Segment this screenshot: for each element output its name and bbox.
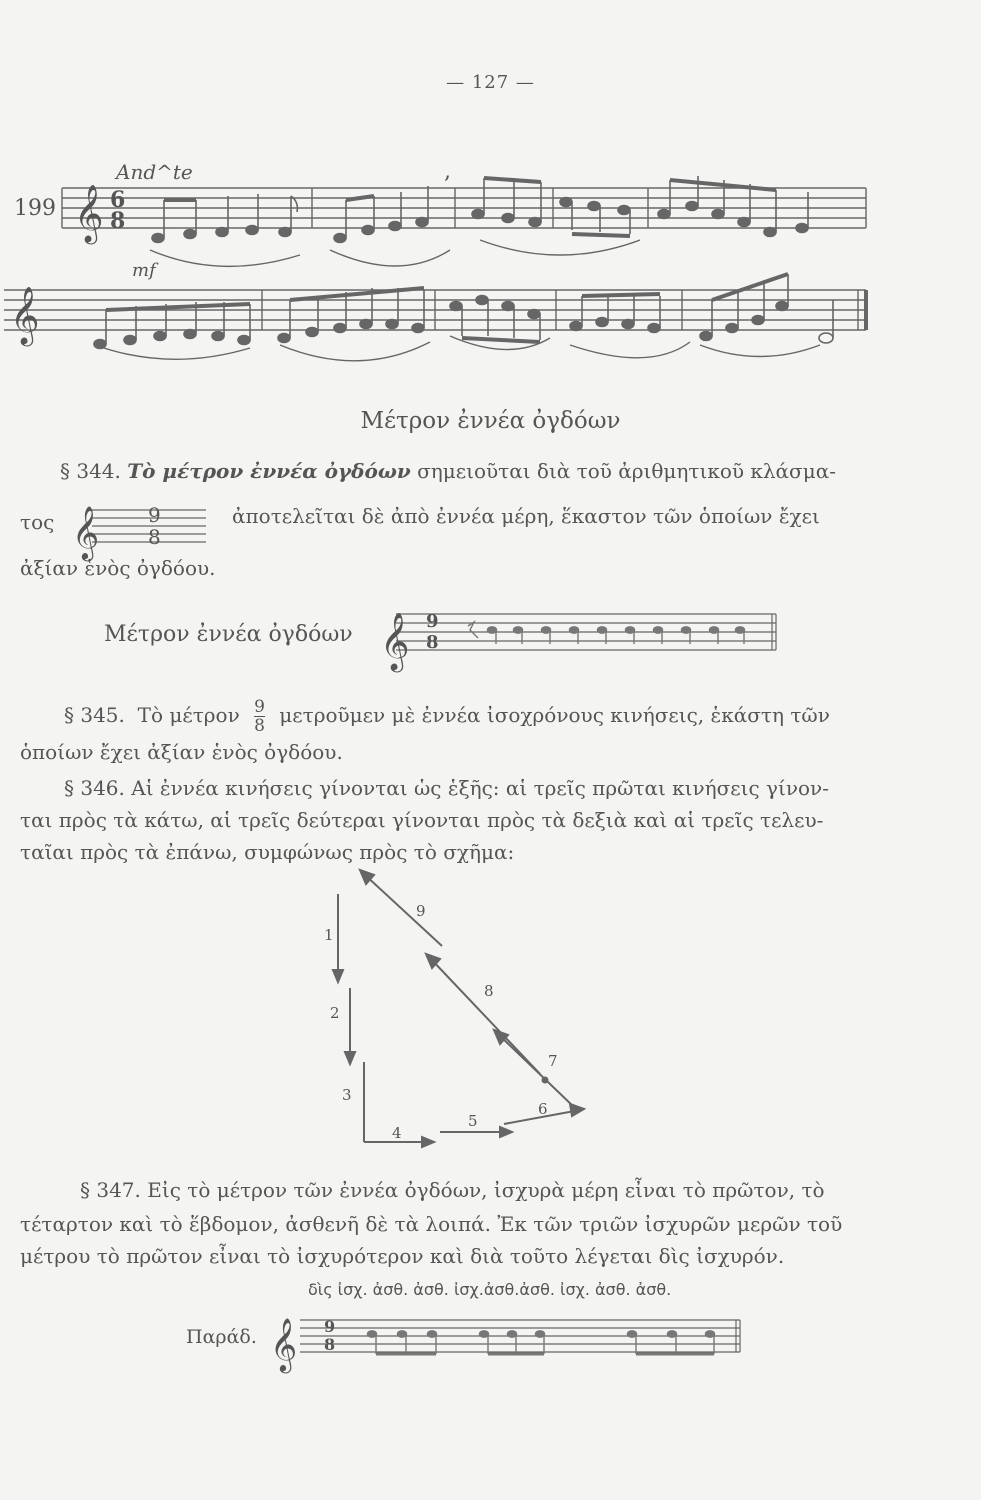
paragraph-344-line2: ἀποτελεῖται δὲ ἀπὸ ἐννέα μέρη, ἕκαστον τῶν ὁποίων ἔχει <box>232 504 820 528</box>
paragraph-346-line3: ταῖαι πρὸς τὰ ἐπάνω, συμφώνως πρὸς τὸ σχῆμα: <box>20 840 515 864</box>
svg-text:9: 9 <box>426 611 439 632</box>
breath-mark: , <box>444 159 451 184</box>
svg-text:6: 6 <box>538 1100 548 1118</box>
treble-clef-icon-parad: 𝄞 <box>270 1317 298 1371</box>
svg-text:8: 8 <box>324 1335 336 1354</box>
svg-text:2: 2 <box>330 1004 340 1022</box>
svg-text:8: 8 <box>110 208 126 234</box>
notes-staff-2 <box>94 274 833 349</box>
example-number: 199 <box>14 196 56 221</box>
meter-example-staff <box>396 614 776 650</box>
parad-label: Παράδ. <box>186 1326 257 1348</box>
notes-staff-1 <box>152 176 808 243</box>
svg-text:8: 8 <box>426 632 439 653</box>
section-title: Μέτρον ἐννέα ὀγδόων <box>360 408 621 434</box>
svg-text:8: 8 <box>484 982 494 1000</box>
paragraph-346-line2: ται πρὸς τὰ κάτω, αἱ τρεῖς δεύτεραι γίνονται πρὸς τὰ δεξιὰ καὶ αἱ τρεῖς τελευ- <box>20 808 824 832</box>
paragraph-346-line1: § 346. Αἱ ἐννέα κινήσεις γίνονται ὡς ἑξῆς: αἱ τρεῖς πρῶται κινήσεις γίνον- <box>64 776 829 800</box>
paragraph-345-line1: § 345. Τὸ μέτρον $\frac{9}{8}$ μετροῦμεν μὲ ἐννέα ἰσοχρόνους κινήσεις, ἑκάστη τῶν <box>64 697 830 736</box>
page-number: — 127 — <box>446 72 535 93</box>
accent-labels: δὶς ἰσχ. ἀσθ. ἀσθ. ἰσχ.ἀσθ.ἀσθ. ἰσχ. ἀσθ. ἀσθ. <box>308 1280 672 1299</box>
dynamic-marking: mf <box>132 260 156 281</box>
treble-clef-icon-meter: 𝄞 <box>380 612 410 670</box>
svg-text:9: 9 <box>416 902 426 920</box>
svg-text:5: 5 <box>468 1112 478 1130</box>
paragraph-344-line1: § 344. Τὸ μέτρον ἐννέα ὀγδόων σημειοῦται διὰ τοῦ ἀριθμητικοῦ κλάσμα- <box>60 459 836 483</box>
svg-text:7: 7 <box>548 1052 558 1070</box>
svg-text:4: 4 <box>392 1124 402 1142</box>
treble-clef-icon-2: 𝄞 <box>10 286 40 344</box>
emphasis-term: Τὸ μέτρον ἐννέα ὀγδόων <box>127 459 411 483</box>
tempo-marking: And^te <box>116 160 193 184</box>
paragraph-345-line2: ὁποίων ἔχει ἀξίαν ἑνὸς ὀγδόου. <box>20 740 343 764</box>
section-number: § 344. <box>60 459 121 483</box>
svg-text:1: 1 <box>324 926 334 944</box>
svg-text:9: 9 <box>324 1317 336 1336</box>
meter-example-label: Μέτρον ἐννέα ὀγδόων <box>104 622 353 647</box>
fraction-9-8: $\frac{9}{8}$ <box>254 697 265 736</box>
treble-clef-icon-344: 𝄞 <box>72 505 100 559</box>
paragraph-344-line3: ἀξίαν ἑνὸς ὀγδόου. <box>20 556 216 580</box>
svg-text:8: 8 <box>148 525 161 549</box>
paragraph-347-line1: § 347. Εἰς τὸ μέτρον τῶν ἐννέα ὀγδόων, ἰσχυρὰ μέρη εἶναι τὸ πρῶτον, τὸ <box>80 1178 825 1202</box>
paragraph-347-line3: μέτρου τὸ πρῶτον εἶναι τὸ ἰσχυρότερον καὶ διὰ τοῦτο λέγεται δὶς ἰσχυρόν. <box>20 1244 785 1268</box>
treble-clef-icon: 𝄞 <box>74 184 104 242</box>
parad-beats <box>368 1331 715 1354</box>
paragraph-347-line2: τέταρτον καὶ τὸ ἕβδομον, ἀσθενῆ δὲ τὰ λοιπά. Ἐκ τῶν τριῶν ἰσχυρῶν μερῶν τοῦ <box>20 1212 843 1236</box>
svg-text:6: 6 <box>110 187 126 213</box>
svg-text:9: 9 <box>148 503 161 527</box>
paragraph-344-prefix: τος <box>20 510 55 534</box>
svg-text:3: 3 <box>342 1086 352 1104</box>
